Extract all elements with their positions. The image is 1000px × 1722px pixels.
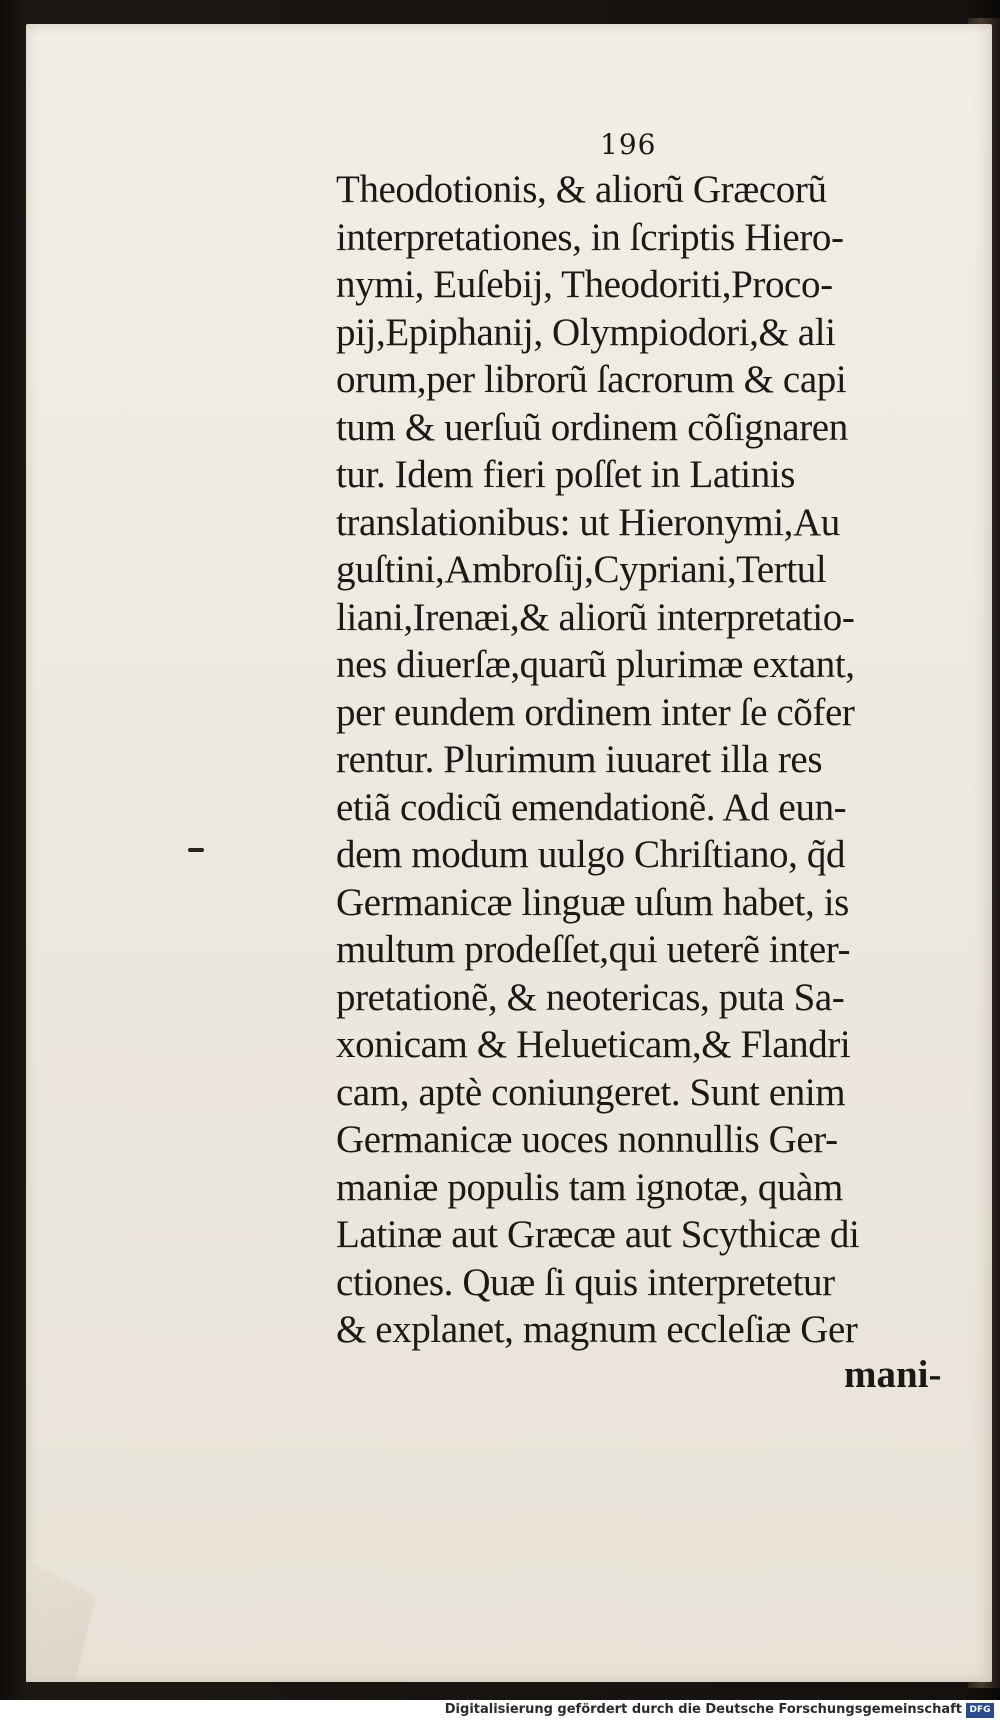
text-line: pretationẽ, & neotericas, puta Sa- <box>336 975 845 1019</box>
footer-credit: Digitalisierung gefördert durch die Deutsche Forschungsgemeinschaft <box>444 1702 962 1717</box>
text-line: nymi, Euſebij, Theodoriti,Proco- <box>336 263 833 306</box>
text-line: liani,Irenæi,& aliorũ interpretatio- <box>336 595 855 639</box>
text-line: Germanicæ linguæ uſum habet, is <box>336 880 849 924</box>
text-line: Theodotionis, & aliorũ Græcorũ <box>336 168 827 211</box>
text-line: tum & uerſuũ ordinem cõſignaren <box>336 405 848 449</box>
text-line: cam, aptè coniungeret. Sunt enim <box>336 1070 846 1114</box>
text-line: maniæ populis tam ignotæ, quàm <box>336 1165 843 1209</box>
text-line: dem modum uulgo Chriſtiano, q̃d <box>336 833 846 876</box>
text-line: per eundem ordinem inter ſe cõfer <box>336 690 855 734</box>
text-line: guſtini,Ambroſij,Cypriani,Tertul <box>336 548 827 591</box>
text-line: Latinæ aut Græcæ aut Scythicæ di <box>336 1213 860 1256</box>
text-line: & explanet, magnum eccleſiæ Ger <box>336 1308 858 1351</box>
text-line: nes diuerſæ,quarũ plurimæ extant, <box>336 643 855 686</box>
text-line: xonicam & Helueticam,& Flandri <box>336 1023 851 1066</box>
catchword: mani- <box>844 1353 942 1396</box>
text-line: translationibus: ut Hieronymi,Au <box>336 500 840 544</box>
margin-mark <box>188 848 204 852</box>
text-line: rentur. Plurimum iuuaret illa res <box>336 738 823 781</box>
text-line: multum prodeſſet,qui ueterẽ inter- <box>336 928 851 971</box>
text-block <box>336 166 962 1354</box>
text-line: etiã codicũ emendationẽ. Ad eun- <box>336 785 847 829</box>
text-line: interpretationes, in ſcriptis Hiero- <box>336 215 844 259</box>
text-line: Germanicæ uoces nonnullis Ger- <box>336 1118 838 1161</box>
page-number: 196 <box>600 128 657 161</box>
text-line: orum,per librorũ ſacrorum & capi <box>336 358 847 401</box>
dfg-logo: DFG <box>966 1703 994 1718</box>
text-line: ctiones. Quæ ſi quis interpretetur <box>336 1260 835 1304</box>
text-line: tur. Idem fieri poſſet in Latinis <box>336 453 796 496</box>
text-line: pij,Epiphanij, Olympiodori,& ali <box>336 310 836 354</box>
